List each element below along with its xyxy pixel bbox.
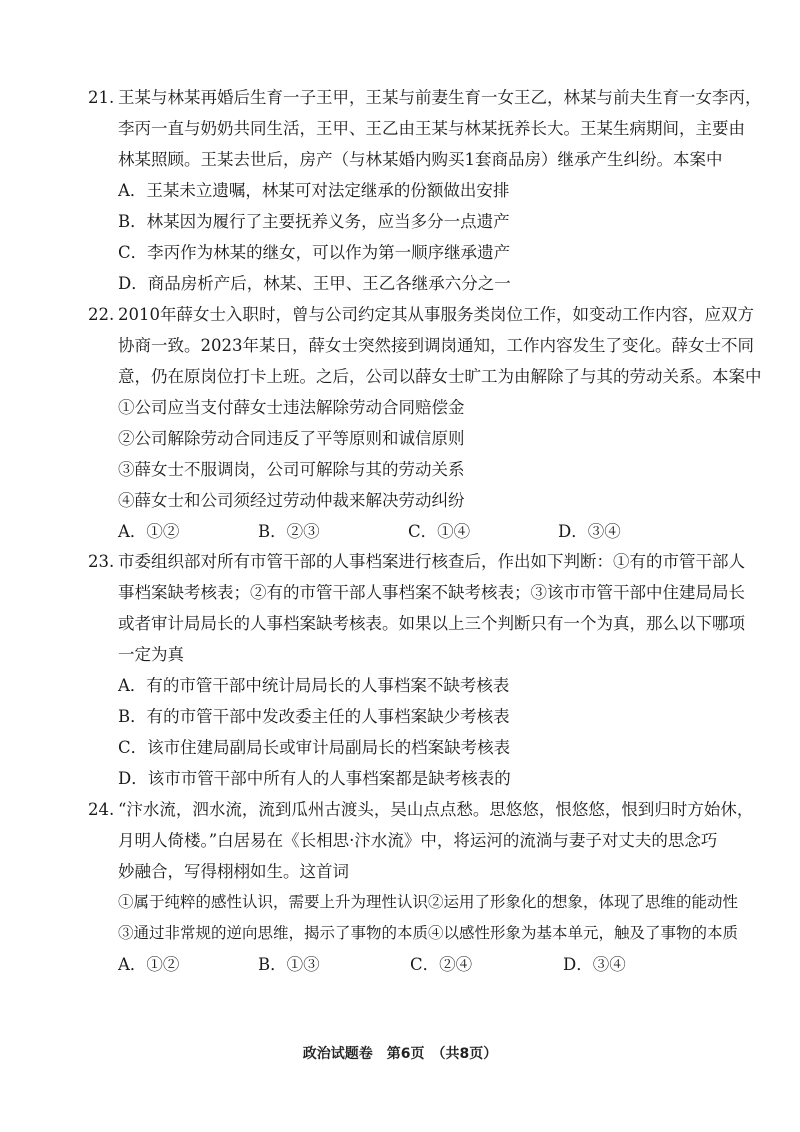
question-stem-line: 协商一致。2023年某日，薛女士突然接到调岗通知，工作内容发生了变化。薛女士不同	[118, 336, 754, 355]
question-stem-line: 2010年薛女士入职时，曾与公司约定其从事服务类岗位工作，如变动工作内容，应双方	[118, 305, 754, 324]
option-a: A．有的市管干部中统计局局长的人事档案不缺考核表	[118, 676, 510, 695]
question-stem-line: 事档案缺考核表；②有的市管干部人事档案不缺考核表；③该市市管干部中住建局局长	[118, 583, 745, 602]
question-21	[88, 82, 762, 299]
choice-row	[88, 949, 738, 980]
choice-row	[88, 516, 738, 547]
choice-a: A．①②	[118, 955, 180, 974]
question-stem-line: 意，仍在原岗位打卡上班。之后，公司以薛女士旷工为由解除了与其的劳动关系。本案中	[118, 367, 762, 386]
question-stem-line: 或者审计局局长的人事档案缺考核表。如果以上三个判断只有一个为真，那么以下哪项	[118, 614, 745, 633]
question-24	[88, 794, 754, 980]
statement-3-4: ③通过非常规的逆向思维，揭示了事物的本质④以感性形象为基本单元，触及了事物的本质	[118, 924, 739, 942]
choice-d: D．③④	[563, 955, 626, 974]
choice-c: C．②④	[410, 955, 473, 974]
statement-2: ②公司解除劳动合同违反了平等原则和诚信原则	[118, 429, 465, 448]
option-d: D．该市市管干部中所有人的人事档案都是缺考核表的	[118, 769, 511, 788]
statement-1: ①公司应当支付薛女士违法解除劳动合同赔偿金	[118, 398, 465, 417]
question-number: 23.	[88, 552, 115, 571]
question-number: 22.	[88, 305, 115, 324]
option-b: B．林某因为履行了主要抚养义务，应当多分一点遗产	[118, 212, 510, 231]
option-d: D．商品房析产后，林某、王甲、王乙各继承六分之一	[118, 274, 511, 293]
option-c: C．李丙作为林某的继女，可以作为第一顺序继承遗产	[118, 243, 511, 262]
question-stem-line: 王某与林某再婚后生育一子王甲，王某与前妻生育一女王乙，林某与前夫生育一女李丙，	[118, 88, 762, 107]
choice-a: A．①②	[118, 522, 180, 541]
question-stem-line: “汴水流，泗水流，流到瓜州古渡头，吴山点点愁。思悠悠，恨悠悠，恨到归时方始休，	[118, 800, 754, 819]
question-22	[88, 299, 762, 547]
choice-c: C．①④	[408, 522, 471, 541]
choice-b: B．①③	[258, 955, 320, 974]
question-stem-line: 李丙一直与奶奶共同生活，王甲、王乙由王某与林某抚养长大。王某生病期间，主要由	[118, 119, 745, 138]
option-c: C．该市住建局副局长或审计局副局长的档案缺考核表	[118, 738, 511, 757]
option-a: A．王某未立遗嘱，林某可对法定继承的份额做出安排	[118, 181, 510, 200]
statement-3: ③薛女士不服调岗，公司可解除与其的劳动关系	[118, 460, 465, 479]
option-b: B．有的市管干部中发改委主任的人事档案缺少考核表	[118, 707, 510, 726]
statement-1-2: ①属于纯粹的感性认识，需要上升为理性认识②运用了形象化的想象，体现了思维的能动性	[118, 893, 739, 911]
choice-d: D．③④	[558, 522, 621, 541]
question-stem-line: 妙融合，写得栩栩如生。这首词	[118, 862, 349, 881]
choice-b: B．②③	[258, 522, 320, 541]
question-stem-line: 市委组织部对所有市管干部的人事档案进行核查后，作出如下判断：①有的市管干部人	[118, 552, 745, 571]
question-23	[88, 546, 745, 794]
statement-4: ④薛女士和公司须经过劳动仲裁来解决劳动纠纷	[118, 491, 465, 510]
question-stem-line: 林某照顾。王某去世后，房产（与林某婚内购买1套商品房）继承产生纠纷。本案中	[118, 150, 723, 169]
question-number: 24.	[88, 800, 115, 819]
question-number: 21.	[88, 88, 115, 107]
question-stem-line: 月明人倚楼。”白居易在《长相思·汴水流》中，将运河的流淌与妻子对丈夫的思念巧	[118, 831, 718, 850]
page-footer: 政治试题卷 第6页 （共8页）	[302, 1046, 498, 1062]
question-stem-line: 一定为真	[118, 645, 184, 664]
